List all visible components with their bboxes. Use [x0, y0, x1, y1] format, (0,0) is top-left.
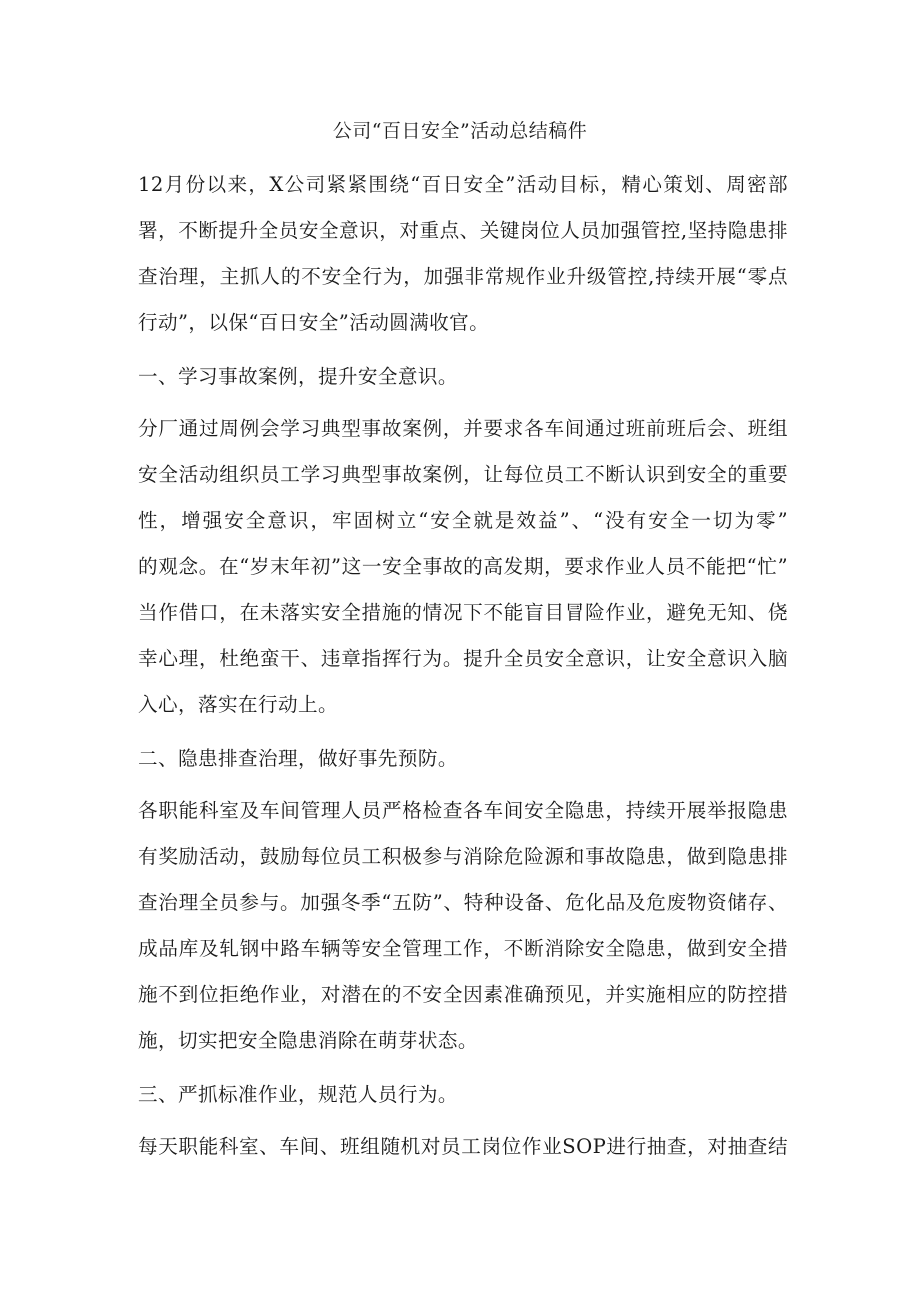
text-line: 署，不断提升全员安全意识，对重点、关键岗位人员加强管控,坚持隐患排 — [138, 219, 788, 242]
section-heading: 三、严抓标准作业，规范人员行为。 — [138, 1083, 458, 1106]
text-line: 性，增强安全意识，牢固树立“安全就是效益”、“没有安全一切为零” — [138, 509, 788, 532]
text-line: 幸心理，杜绝蛮干、违章指挥行为。提升全员安全意识，让安全意识入脑 — [138, 647, 788, 670]
text-line: 施不到位拒绝作业，对潜在的不安全因素准确预见，并实施相应的防控措 — [138, 983, 788, 1006]
text-line: 每天职能科室、车间、班组随机对员工岗位作业SOP进行抽查，对抽查结 — [138, 1135, 788, 1158]
text-line: 查治理，主抓人的不安全行为，加强非常规作业升级管控,持续开展“零点 — [138, 265, 788, 288]
text-line: 行动”，以保“百日安全”活动圆满收官。 — [138, 311, 490, 334]
section-heading: 二、隐患排查治理，做好事先预防。 — [138, 747, 458, 770]
text-line: 安全活动组织员工学习典型事故案例，让每位员工不断认识到安全的重要 — [138, 463, 788, 486]
text-line: 的观念。在“岁末年初”这一安全事故的高发期，要求作业人员不能把“忙” — [138, 555, 788, 578]
text-line: 12月份以来，X公司紧紧围绕“百日安全”活动目标，精心策划、周密部 — [138, 173, 788, 196]
document-title: 公司“百日安全”活动总结稿件 — [332, 120, 588, 142]
text-line: 施，切实把安全隐患消除在萌芽状态。 — [138, 1029, 478, 1052]
text-line: 当作借口，在未落实安全措施的情况下不能盲目冒险作业，避免无知、侥 — [138, 601, 788, 624]
text-line: 查治理全员参与。加强冬季“五防”、特种设备、危化品及危废物资储存、 — [138, 891, 788, 914]
text-line: 成品库及轧钢中路车辆等安全管理工作，不断消除安全隐患，做到安全措 — [138, 937, 788, 960]
text-line: 各职能科室及车间管理人员严格检查各车间安全隐患，持续开展举报隐患 — [138, 799, 788, 822]
text-line: 分厂通过周例会学习典型事故案例，并要求各车间通过班前班后会、班组 — [138, 417, 788, 440]
section-heading: 一、学习事故案例，提升安全意识。 — [138, 365, 458, 388]
text-line: 入心，落实在行动上。 — [138, 693, 338, 716]
text-line: 有奖励活动，鼓励每位员工积极参与消除危险源和事故隐患，做到隐患排 — [138, 845, 788, 868]
